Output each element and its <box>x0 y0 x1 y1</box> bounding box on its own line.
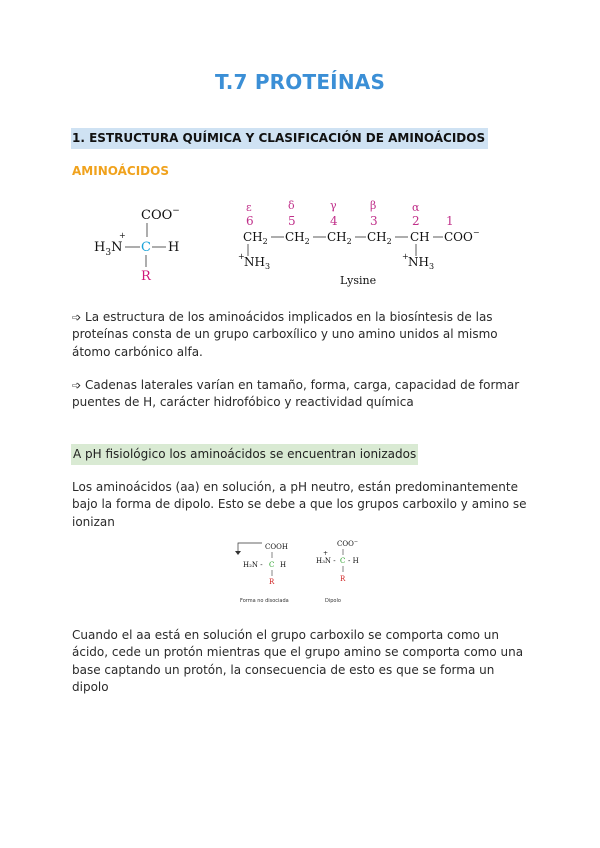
dipolo-figure <box>228 538 378 608</box>
svg-text:CH: CH <box>410 230 430 244</box>
svg-text:+: + <box>323 550 329 557</box>
svg-text:Dipolo: Dipolo <box>325 598 341 604</box>
arrow-bullet-icon: ➩ <box>72 311 82 324</box>
paragraph-dipolo: Los aminoácidos (aa) en solución, a pH neutro, están predominantemente bajo la forma de dipolo. Esto se debe a que los grupos carboxilo y amino se ionizan <box>72 480 527 529</box>
svg-text:+: + <box>119 231 126 240</box>
svg-text:COO−: COO− <box>444 228 480 244</box>
arrow-bullet-icon: ➩ <box>72 379 82 392</box>
amino-acid-structure-figure <box>90 196 510 290</box>
svg-text:β: β <box>370 199 377 212</box>
svg-text:+: + <box>238 252 245 261</box>
svg-text:ε: ε <box>246 201 252 214</box>
generic-amino-acid <box>94 206 180 284</box>
svg-text:NH3: $NH_3$ <box>244 255 271 271</box>
lysine-structure <box>238 199 480 287</box>
svg-text:2: 2 <box>412 214 420 228</box>
svg-text:CH2: $CH_2$ <box>367 230 392 246</box>
svg-text:δ: δ <box>288 199 295 212</box>
section-heading: 1. ESTRUCTURA QUÍMICA Y CLASIFICACIÓN DE AMINOÁCIDOS <box>71 128 488 149</box>
svg-text:γ: γ <box>330 199 337 212</box>
svg-text:Forma no disociada: Forma no disociada <box>240 598 289 604</box>
svg-text:COO−: COO− <box>141 206 180 223</box>
svg-text:6: 6 <box>246 214 254 228</box>
forma-no-disociada <box>235 543 289 604</box>
svg-text:R: R <box>141 269 151 284</box>
svg-text:5: 5 <box>288 214 296 228</box>
bullet-paragraph-1: ➩ La estructura de los aminoácidos implicados en la biosíntesis de las proteínas consta de un grupo carboxílico y uno amino unidos al mismo átomo carbónico alfa. <box>72 310 498 359</box>
svg-text:C: C <box>269 561 275 569</box>
svg-text:+: + <box>402 252 409 261</box>
svg-text:H₂N -: H₂N - <box>243 561 263 569</box>
forma-dipolo <box>316 539 359 604</box>
svg-text:COO−: COO− <box>337 539 359 548</box>
paragraph-comportamiento: Cuando el aa está en solución el grupo carboxilo se comporta como un ácido, cede un protón mientras que el grupo amino se comporta como una base captando un protón, la consecuencia de esto es que se forma un dipolo <box>72 628 524 695</box>
bullet-paragraph-2: ➩ Cadenas laterales varían en tamaño, forma, carga, capacidad de formar puentes de H, carácter hidrofóbico y reactividad química <box>72 378 520 410</box>
svg-text:COOH: COOH <box>265 543 288 551</box>
page-title: T.7 PROTEÍNAS <box>214 70 386 94</box>
svg-text:R: R <box>269 578 275 586</box>
svg-text:H: H <box>168 240 180 255</box>
highlight-heading: A pH fisiológico los aminoácidos se encuentran ionizados <box>71 444 418 465</box>
svg-text:Lysine: Lysine <box>340 274 377 287</box>
svg-text:α: α <box>412 201 420 214</box>
svg-text:1: 1 <box>446 214 454 228</box>
svg-text:4: 4 <box>330 214 338 228</box>
subheading-aminoacidos: AMINOÁCIDOS <box>72 164 169 178</box>
svg-text:- H: - H <box>348 557 359 565</box>
svg-text:C: C <box>340 557 346 565</box>
svg-text:CH2: $CH_2$ <box>243 230 268 246</box>
svg-text:R: R <box>340 575 346 583</box>
svg-text:NH3: $NH_3$ <box>408 255 435 271</box>
svg-text:CH2: $CH_2$ <box>285 230 310 246</box>
svg-text:H3N: $H_3N$ <box>94 240 123 258</box>
svg-text:H: H <box>280 561 287 569</box>
svg-text:C: C <box>141 240 151 255</box>
svg-text:3: 3 <box>370 214 378 228</box>
svg-text:H₃N -: H₃N - <box>316 557 336 565</box>
svg-text:CH2: $CH_2$ <box>327 230 352 246</box>
